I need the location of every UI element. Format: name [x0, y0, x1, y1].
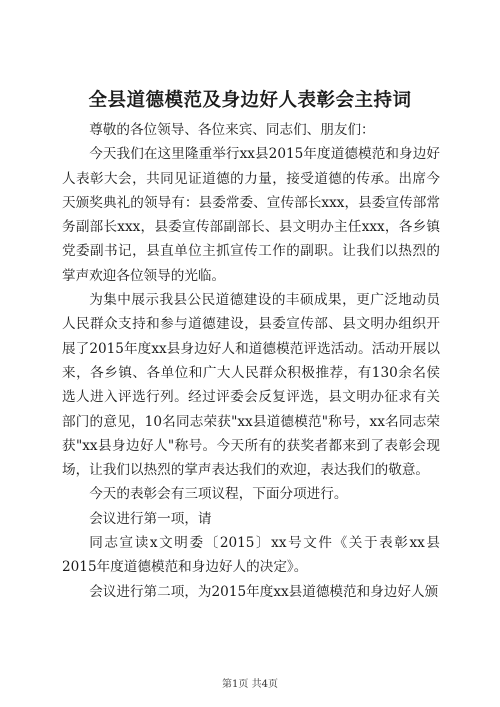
paragraph: 今天的表彰会有三项议程，下面分项进行。 [89, 486, 348, 503]
page-title: 全县道德模范及身边好人表彰会主持词 [88, 90, 412, 111]
page-number-footer: 第1页 共4页 [222, 679, 278, 690]
paragraph: 会议进行第二项，为2015年度xx县道德模范和身边好人颁 [89, 583, 439, 600]
paragraph: 会议进行第一项，请 [89, 510, 212, 527]
paragraph: 为集中展示我县公民道德建设的丰硕成果，更广泛地动员人民群众支持和参与道德建设，县委宣传部、县文明办组织开展了2015年度xx县身边好人和道德模范评选活动。活动开展以来，各乡镇、各单位和广大人民群众积极推荐，有130余名侯选人进入评选行列。经过评委会反复评选，县文明办征求有关部门的意见，10名同志荣获"xx县道德模范"称号，xx名同志荣获"xx县身边好人"称号。今天所有的获奖者都来到了表彰会现场，让我们以热烈的掌声表达我们的欢迎，表达我们的敬意。 [62, 292, 440, 479]
document-body [62, 118, 440, 604]
paragraph-salutation: 尊敬的各位领导、各位来宾、同志们、朋友们： [89, 122, 375, 138]
paragraph: 同志宣读x文明委〔2015〕xx号文件《关于表彰xx县2015年度道德模范和身边好人的决定》。 [62, 535, 440, 576]
paragraph: 今天我们在这里隆重举行xx县2015年度道德模范和身边好人表彰大会，共同见证道德的力量，接受道德的传承。出席今天颁奖典礼的领导有：县委常委、宣传部长xxx，县委宣传部常务副部长xxx，县委宣传部副部长、县文明办主任xxx，各乡镇党委副书记，县直单位主抓宣传工作的副职。让我们以热烈的掌声欢迎各位领导的光临。 [62, 146, 440, 284]
